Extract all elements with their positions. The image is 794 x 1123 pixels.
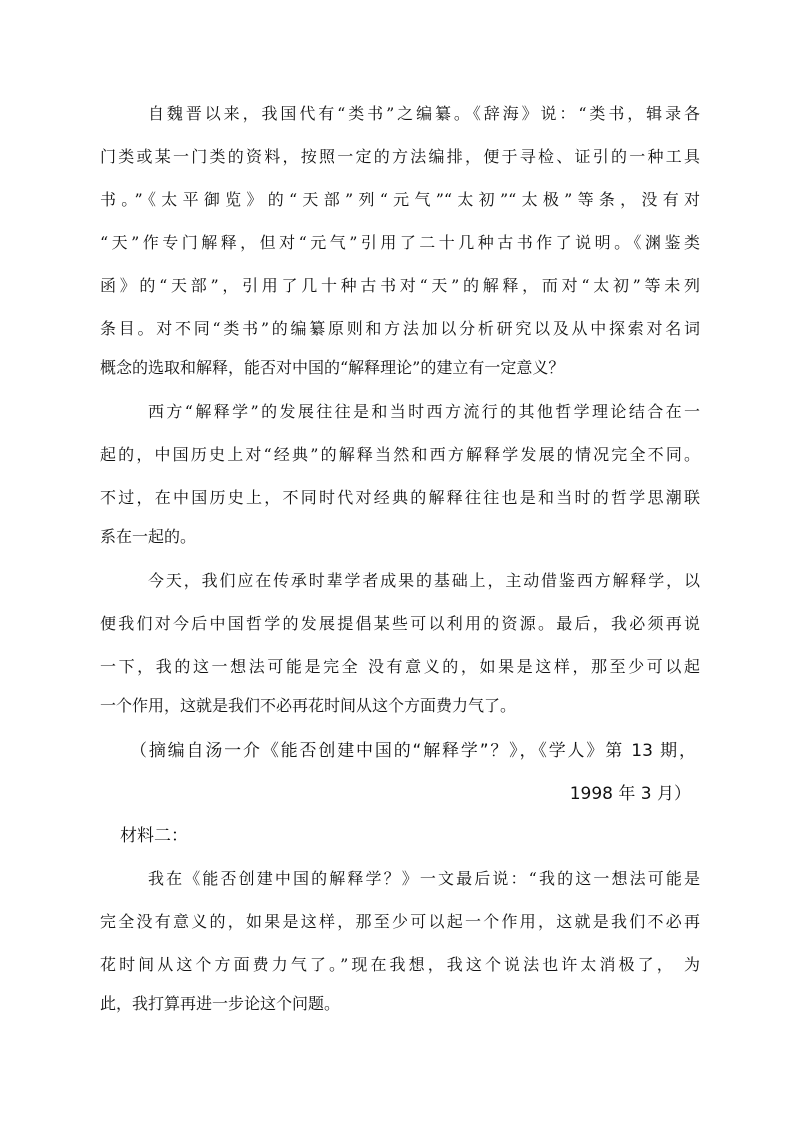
paragraph-3-line-3: 一下，我的这一想法可能是完全 没有意义的，如果是这样，那至少可以起	[100, 657, 700, 676]
paragraph-1-line-7: 概念的选取和解释，能否对中国的“解释理论”的建立有一定意义？	[100, 358, 565, 377]
paragraph-1-line-2: 门类或某一门类的资料，按照一定的方法编排，便于寻检、证引的一种工具	[100, 147, 700, 166]
paragraph-3-line-2: 便我们对今后中国哲学的发展提倡某些可以利用的资源。最后，我必须再说	[100, 614, 700, 633]
citation-line-1	[130, 741, 696, 761]
material-two-line-4: 此，我打算再进一步论这个问题。	[100, 994, 341, 1013]
paragraph-3-line-4: 一个作用，这就是我们不必再花时间从这个方面费力气了。	[100, 696, 517, 715]
material-two-heading: 材料二：	[120, 826, 188, 846]
paragraph-text: 西方“解释学”的发展往往是和当时西方流行的其他哲学理论结合在一	[148, 402, 700, 421]
paragraph-2-line-1	[148, 402, 794, 422]
paragraph-1-line-5: 函》的“天部”，引用了几十种古书对“天”的解释，而对“太初”等未列	[100, 276, 700, 295]
citation-text: （摘编自汤一介《能否创建中国的“解释学”？》，《学人》第 13 期，	[130, 741, 696, 761]
paragraph-text: 我在《能否创建中国的解释学？》一文最后说：“我的这一想法可能是	[148, 869, 700, 888]
paragraph-text: 自魏晋以来，我国代有“类书”之编纂。《辞海》说：“类书，辑录各	[148, 104, 700, 123]
paragraph-1-line-3: 书。”《太平御览》的“天部”列“元气”“太初”“太极”等条，没有对	[100, 190, 700, 209]
material-two-line-3: 花时间从这个方面费力气了。”现在我想，我这个说法也许太消极了， 为	[100, 955, 700, 974]
paragraph-2-line-3: 不过，在中国历史上，不同时代对经典的解释往往也是和当时的哲学思潮联	[100, 488, 700, 507]
paragraph-1-line-4: “天”作专门解释，但对“元气”引用了二十几种古书作了说明。《渊鉴类	[100, 233, 700, 252]
paragraph-1-line-1	[148, 104, 700, 124]
material-two-line-1	[148, 869, 794, 889]
citation-date: 1998 年 3 月）	[569, 784, 691, 804]
paragraph-1-line-6: 条目。对不同“类书”的编纂原则和方法加以分析研究以及从中探索对名词	[100, 319, 700, 338]
paragraph-text: 今天，我们应在传承时辈学者成果的基础上，主动借鉴西方解释学，以	[148, 571, 700, 590]
paragraph-3-line-1	[148, 571, 794, 591]
material-two-line-2: 完全没有意义的，如果是这样，那至少可以起一个作用，这就是我们不必再	[100, 912, 700, 931]
paragraph-2-line-2: 起的，中国历史上对“经典”的解释当然和西方解释学发展的情况完全不同。	[100, 445, 700, 464]
paragraph-2-line-4: 系在一起的。	[100, 527, 197, 546]
